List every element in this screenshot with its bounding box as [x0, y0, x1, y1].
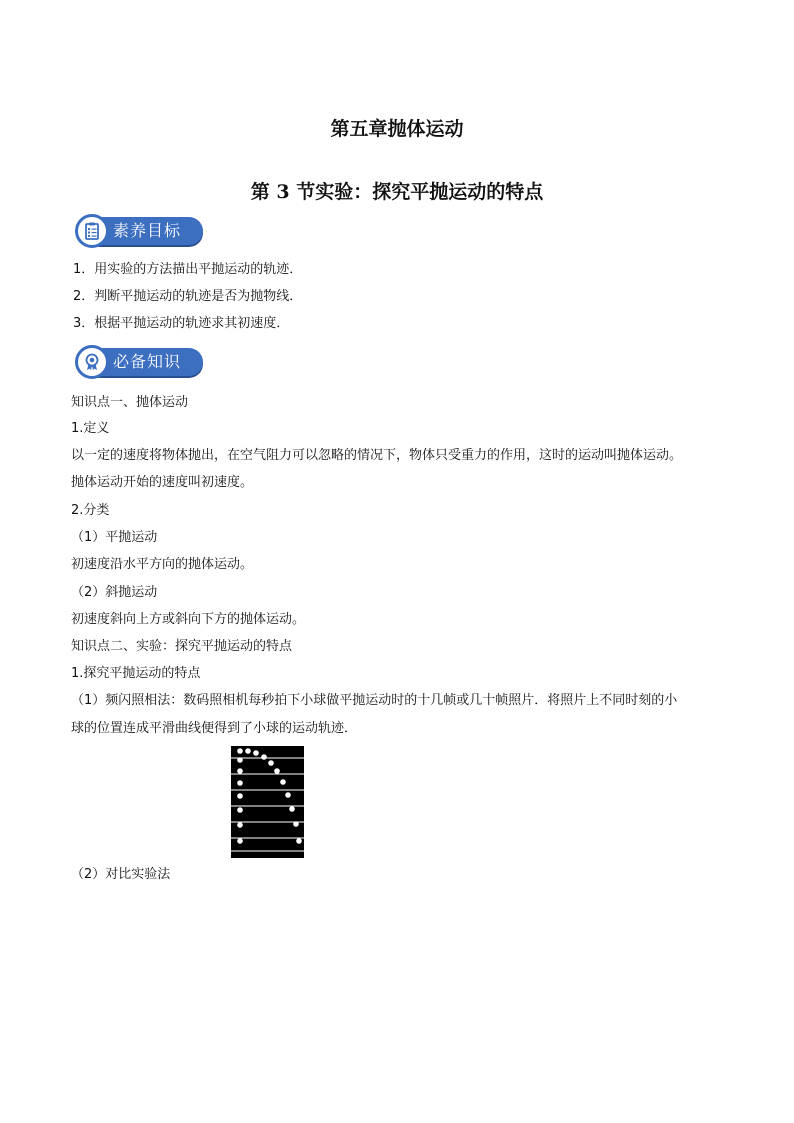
strobe-photo-drawing — [231, 746, 304, 858]
paragraph: 初速度沿水平方向的抛体运动。 — [71, 557, 254, 572]
paragraph: 初速度斜向上方或斜向下方的抛体运动。 — [71, 612, 306, 627]
strobe-photo-figure — [231, 746, 304, 858]
knowledge-banner-label: 必备知识 — [113, 352, 182, 371]
goal-item: 1．用实验的方法描出平抛运动的轨迹． — [73, 262, 303, 277]
goals-banner — [75, 214, 205, 248]
paragraph: （1）频闪照相法：数码照相机每秒拍下小球做平抛运动时的十几帧或几十帧照片．将照片上不同时刻的小 — [71, 693, 678, 708]
clipboard-list-icon — [75, 214, 109, 248]
subheading: （2）对比实验法 — [71, 867, 171, 882]
subheading: 2.分类 — [71, 503, 110, 518]
paragraph: 抛体运动开始的速度叫初速度。 — [71, 475, 254, 490]
goal-item: 2．判断平抛运动的轨迹是否为抛物线． — [73, 289, 303, 304]
section-title: 第 3 节实验：探究平抛运动的特点 — [250, 181, 544, 203]
knowledge-banner — [75, 345, 205, 379]
paragraph: 球的位置连成平滑曲线便得到了小球的运动轨迹． — [71, 721, 358, 736]
paragraph: 以一定的速度将物体抛出，在空气阻力可以忽略的情况下，物体只受重力的作用，这时的运动叫抛体运动。 — [71, 448, 683, 463]
award-ribbon-icon — [75, 345, 109, 379]
knowledge-heading: 知识点一、抛体运动 — [71, 395, 189, 410]
subheading: 1.探究平抛运动的特点 — [71, 666, 201, 681]
goal-item: 3．根据平抛运动的轨迹求其初速度． — [73, 316, 290, 331]
subheading: （2）斜抛运动 — [71, 585, 158, 600]
knowledge-heading: 知识点二、实验：探究平抛运动的特点 — [71, 639, 293, 654]
subheading: （1）平抛运动 — [71, 530, 158, 545]
goals-banner-label: 素养目标 — [113, 221, 182, 240]
chapter-title: 第五章抛体运动 — [330, 118, 464, 140]
subheading: 1.定义 — [71, 421, 110, 436]
